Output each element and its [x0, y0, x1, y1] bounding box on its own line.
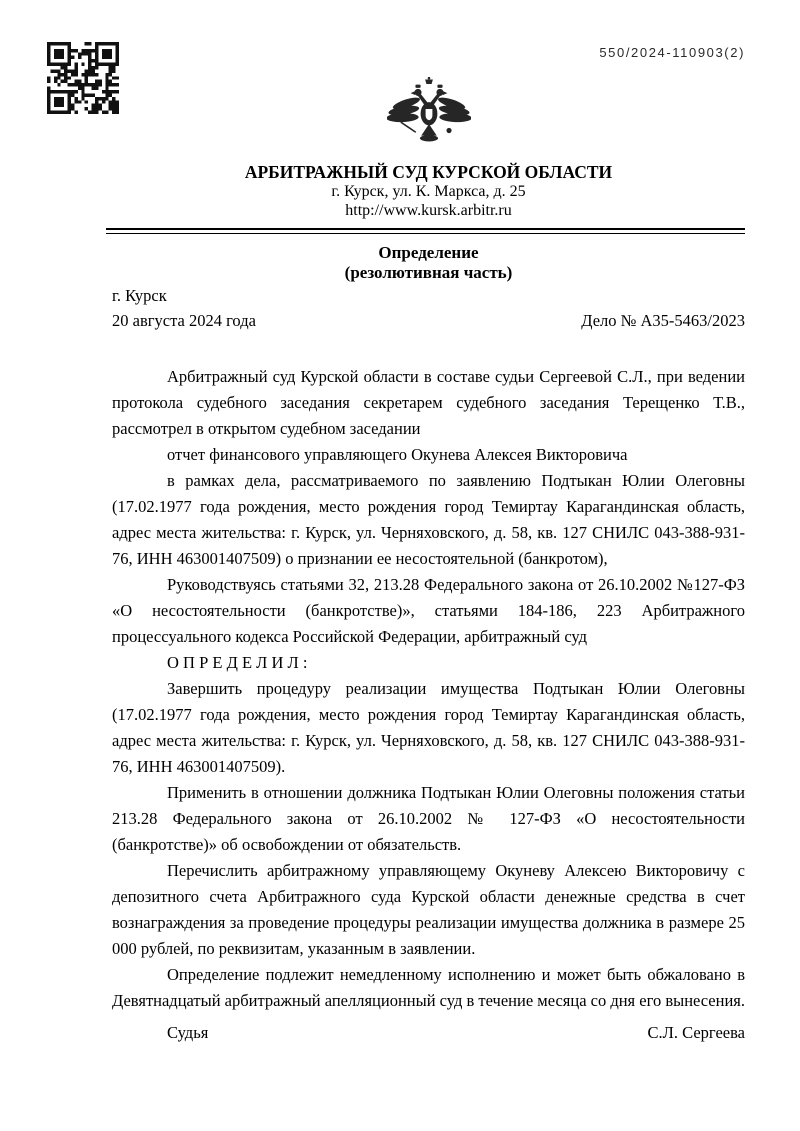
paragraph: Завершить процедуру реализации имущества Подтыкан Юлии Олеговны (17.02.1977 года рождения, место рождения город Темиртау Карагандинская область, адрес места жительства: г. Курск, ул. Черняховского, д. 58, кв. 127 СНИЛС 043-388-931-76, ИНН 463001407509).: [112, 679, 745, 776]
court-website: http://www.kursk.arbitr.ru: [345, 202, 512, 219]
resolution-heading: О П Р Е Д Е Л И Л :: [167, 653, 308, 672]
header-divider: [106, 228, 745, 234]
paragraph: Применить в отношении должника Подтыкан Юлии Олеговны положения статьи 213.28 Федерального закона от 26.10.2002 № 127-ФЗ «О несостоятельности (банкротстве)» об освобождении от обязательств.: [112, 783, 745, 854]
document-body: [112, 364, 745, 1014]
case-number: Дело № А35-5463/2023: [581, 311, 745, 330]
paragraph: в рамках дела, рассматриваемого по заявлению Подтыкан Юлии Олеговны (17.02.1977 года рождения, место рождения город Темиртау Карагандинская область, адрес места жительства: г. Курск, ул. Черняховского, д. 58, кв. 127 СНИЛС 043-388-931-76, ИНН 463001407509) о признании ее несостоятельной (банкротом),: [112, 471, 745, 568]
paragraph: Арбитражный суд Курской области в составе судьи Сергеевой С.Л., при ведении протокола судебного заседания секретарем судебного заседания Терещенко Т.В., рассмотрел в открытом судебном заседании: [112, 367, 745, 438]
paragraph: отчет финансового управляющего Окунева Алексея Викторовича: [167, 445, 628, 464]
qr-code-icon: [47, 42, 119, 114]
document-subtitle: (резолютивная часть): [344, 263, 513, 282]
paragraph: Определение подлежит немедленному исполнению и может быть обжаловано в Девятнадцатый арбитражный апелляционный суд в течение месяца со дня его вынесения.: [112, 965, 745, 1010]
signature-row: [112, 1020, 745, 1046]
paragraph: Руководствуясь статьями 32, 213.28 Федерального закона от 26.10.2002 №127-ФЗ «О несостоятельности (банкротстве)», статьями 184-186, 223 Арбитражного процессуального кодекса Российской Федерации, арбитражный суд: [112, 575, 745, 646]
judge-role-label: Судья: [167, 1023, 209, 1042]
document-stamp-number: 550/2024-110903(2): [599, 45, 745, 60]
document-date: 20 августа 2024 года: [112, 311, 256, 330]
court-address: г. Курск, ул. К. Маркса, д. 25: [331, 183, 526, 200]
court-name: АРБИТРАЖНЫЙ СУД КУРСКОЙ ОБЛАСТИ: [244, 162, 613, 182]
paragraph: Перечислить арбитражному управляющему Окуневу Алексею Викторовичу с депозитного счета Арбитражного суда Курской области денежные средства в счет вознаграждения за проведение процедуры реализации имущества должника в размере 25 000 рублей, по реквизитам, указанным в заявлении.: [112, 861, 745, 958]
russian-coat-of-arms-icon: [387, 76, 471, 154]
judge-name: С.Л. Сергеева: [647, 1023, 745, 1042]
city-label: г. Курск: [112, 286, 167, 305]
document-title: Определение: [378, 243, 479, 262]
emblem-container: [112, 0, 745, 154]
meta-row: [112, 310, 745, 332]
